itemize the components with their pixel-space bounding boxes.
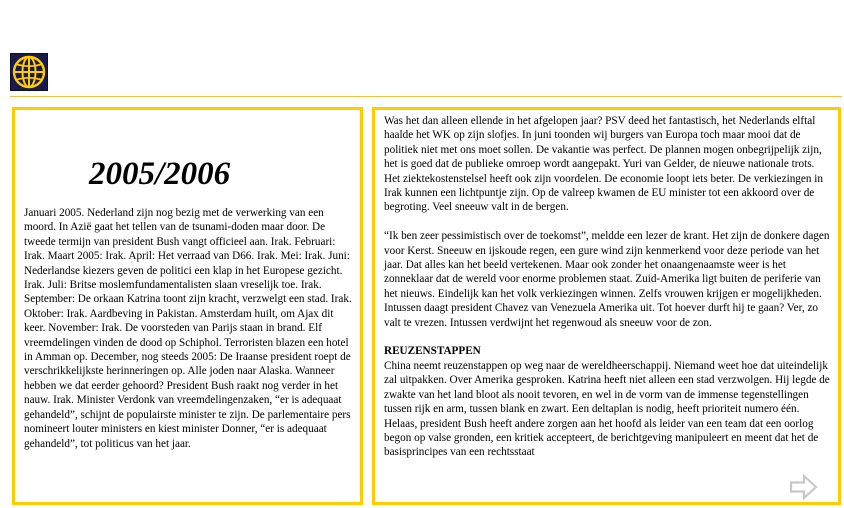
paragraph-1: Was het dan alleen ellende in het afgelopen jaar? PSV deed het fantastisch, het Nederlands elftal haalde het WK op zijn slofjes. In juni toonden wij burgers van Europa toch maar mooi dat de politiek niet met ons moet sollen. De vakantie was perfect. De plannen mogen onbegrijpelijk zijn, het is goed dat de publieke omroep wordt aangepakt. Yuri van Gelder, de nieuwe nationale trots. Het ziektekostenstelsel heeft ook zijn voordelen. De economie loopt iets beter. De verkiezingen in Irak kunnen een lichtpuntje zijn. Op de valreep kwamen de EU minister tot een akkoord over de begroting. Veel sneeuw valt in de bergen. — [384, 115, 823, 214]
section-block — [384, 344, 830, 459]
page-title: 2005/2006 — [89, 156, 231, 192]
paragraph-2: “Ik ben zeer pessimistisch over de toekomst”, meldde een lezer de krant. Het zijn de donkere dagen voor Kerst. Sneeuw en ijskoude regen, een gure wind zijn kenmerkend voor deze periode van het jaar. Dat alles kan het beeld vertekenen. Maar ook zonder het onaangenaamste weer is het zonneklaar dat de wereld voor enorme problemen staat. Zuid-Amerika ligt buiten de periferie van het nieuws. Eindelijk kan het volk verkiezingen winnen. Zelfs vrouwen krijgen er mogelijkheden. Intussen daagt president Chavez van Venezuela Amerika uit. Tot hoever durft hij te gaan? Ver, zo valt te vrezen. Intussen verdwijnt het regenwoud als sneeuw voor de zon. — [384, 230, 830, 329]
left-panel-text: Januari 2005. Nederland zijn nog bezig met de verwerking van een moord. In Azië gaat het tellen van de tsunami-doden maar door. De tweede termijn van president Bush vangt officieel aan. Irak. Februari: Irak. Maart 2005: Irak. April: Het verraad van D66. Irak. Mei: Irak. Juni: Nederlandse kiezers geven de politici een klap in het Europese gezicht. Irak. Juli: Britse moslemfundamentalisten slaan vreselijk toe. Irak. September: De orkaan Katrina toont zijn kracht, verzwelgt een stad. Irak. Oktober: Irak. Aardbeving in Pakistan. Amsterdam huilt, om Ajax dit keer. November: Irak. De voorsteden van Parijs staan in brand. Elf vreemdelingen vinden de dood op Schiphol. Terroristen blazen een hotel in Amman op. December, nog steeds 2005: De Iraanse president roept de verschrikkelijkste herinneringen op. Alle joden naar Alaska. Wanneer hebben we dat eerder gehoord? President Bush raakt nog verder in het nauw. Irak. Minister Verdonk van vreemdelingenzaken, “er is adequaat gehandeld”, schijnt de populairste minister te zijn. De parlementaire pers nomineert louter ministers en kiest minister Donner, “er is adequaat gehandeld”, tot politicus van het jaar. — [24, 207, 352, 450]
left-panel — [12, 107, 363, 505]
arrow-right-icon — [789, 474, 819, 500]
right-panel-text — [384, 114, 830, 460]
header-divider — [10, 96, 842, 97]
paragraph-3: China neemt reuzenstappen op weg naar de wereldheerschappij. Niemand weet hoe dat uiteindelijk zal uitpakken. Over Amerika gesproken. Katrina heeft niet alleen een stad verzwolgen. Hij legde de zwakte van het land bloot als nooit tevoren, en wel in de vorm van de immense tegenstellingen tussen rijk en arm, tussen blank en zwart. Een deltaplan is nodig, heeft prioriteit numero één. Helaas, president Bush heeft andere zorgen aan het hoofd als leider van een team dat een oorlog begon op valse gronden, een kritiek accepteert, de berichtgeving manipuleert en meent dat het de basisprincipes van een rechtsstaat — [384, 359, 830, 459]
globe-icon — [11, 54, 47, 90]
next-page-button[interactable] — [789, 474, 819, 500]
logo — [10, 53, 48, 91]
right-panel — [372, 107, 841, 505]
section-heading: REUZENSTAPPEN — [384, 345, 481, 358]
